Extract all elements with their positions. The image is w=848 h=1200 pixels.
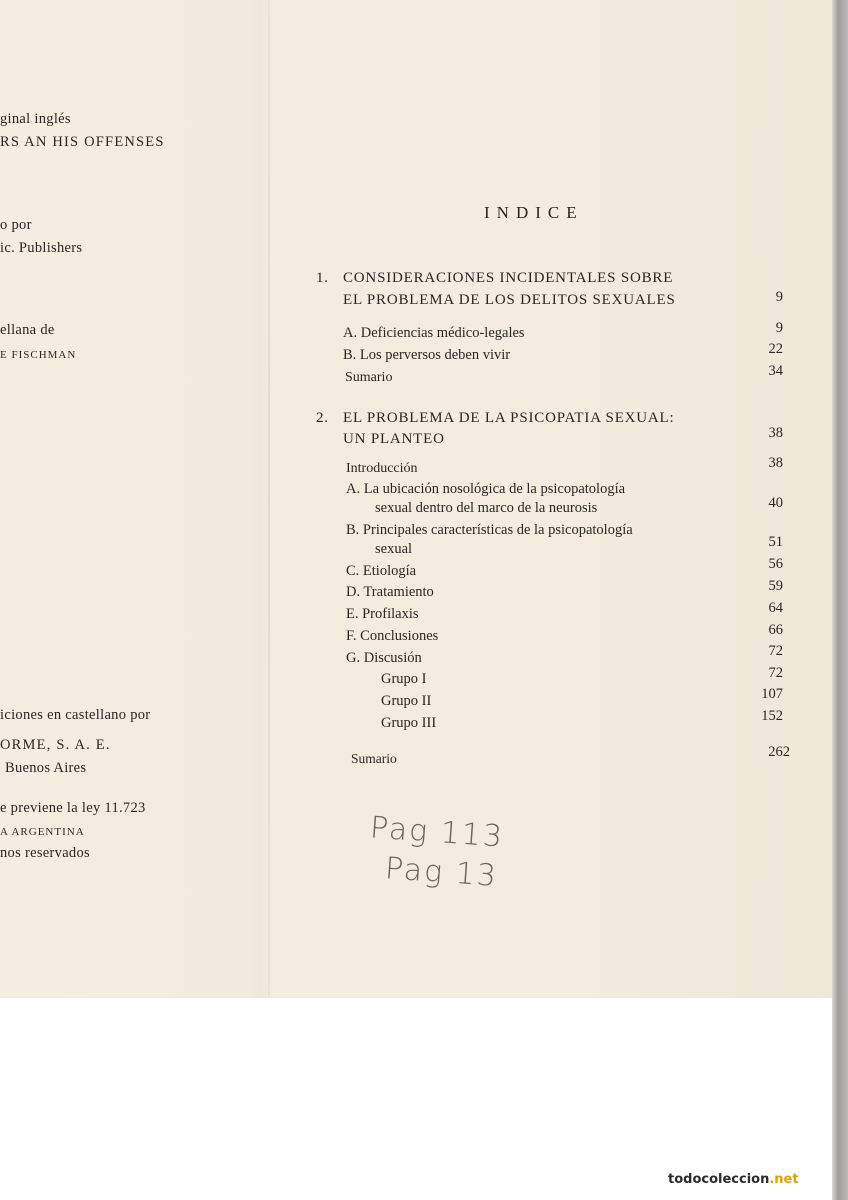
index-entry: A. La ubicación nosológica de la psicopatología	[346, 481, 626, 497]
section-title-line: EL PROBLEMA DE LA PSICOPATIA SEXUAL:	[343, 410, 675, 426]
left-line: ginal inglés	[0, 111, 71, 127]
entry-page: 66	[768, 622, 783, 638]
left-line: ellana de	[0, 322, 55, 338]
entry-page: 107	[761, 686, 783, 702]
left-line: ic. Publishers	[0, 240, 83, 256]
left-line: RS AN HIS OFFENSES	[0, 134, 165, 150]
entry-page: 64	[768, 600, 783, 616]
watermark-logo	[668, 1172, 799, 1187]
index-title: INDICE	[484, 203, 584, 222]
page-edge-shadow	[832, 0, 848, 1200]
index-entry: Introducción	[346, 461, 418, 476]
index-entry: F. Conclusiones	[346, 628, 439, 644]
entry-page: 56	[768, 556, 783, 572]
entry-page: 72	[768, 665, 783, 681]
index-entry: D. Tratamiento	[346, 584, 434, 600]
index-entry: Grupo III	[381, 715, 437, 731]
background-band	[0, 998, 848, 1200]
section-page: 38	[768, 425, 783, 441]
section-title-line: EL PROBLEMA DE LOS DELITOS SEXUALES	[343, 292, 676, 308]
entry-page: 51	[768, 534, 783, 550]
left-line: iciones en castellano por	[0, 707, 151, 723]
handwritten-note: Pag 113	[368, 810, 505, 855]
index-entry: E. Profilaxis	[346, 606, 419, 622]
entry-page: 262	[768, 744, 790, 760]
index-entry: Grupo II	[381, 693, 432, 709]
watermark-suffix: .net	[769, 1172, 799, 1187]
index-entry: C. Etiología	[346, 563, 417, 579]
left-line: o por	[0, 217, 32, 233]
watermark-text: todocoleccion	[668, 1172, 770, 1187]
page-fold	[268, 0, 270, 998]
section-title-line: UN PLANTEO	[343, 431, 445, 447]
entry-page: 152	[761, 708, 783, 724]
index-entry: B. Principales características de la psicopatología	[346, 522, 633, 538]
index-entry-continued: sexual	[375, 541, 413, 557]
section-number: 1.	[316, 270, 329, 286]
index-entry: Sumario	[351, 751, 397, 766]
left-line: nos reservados	[0, 845, 90, 861]
entry-page: 40	[768, 495, 783, 511]
index-entry-continued: sexual dentro del marco de la neurosis	[375, 500, 598, 516]
entry-page: 34	[768, 363, 783, 379]
entry-page: 59	[768, 578, 783, 594]
left-line: E FISCHMAN	[0, 349, 77, 361]
left-line: A ARGENTINA	[0, 826, 85, 838]
entry-page: 9	[775, 320, 783, 336]
entry-page: 38	[768, 455, 783, 471]
index-entry: A. Deficiencias médico-legales	[343, 325, 525, 341]
index-entry: Sumario	[345, 370, 393, 385]
section-title-line: CONSIDERACIONES INCIDENTALES SOBRE	[343, 270, 674, 286]
left-line: ORME, S. A. E.	[0, 737, 111, 753]
entry-page: 22	[768, 341, 783, 357]
handwritten-note: Pag 13	[383, 851, 499, 894]
entry-page: 72	[768, 643, 783, 659]
section-number: 2.	[316, 410, 329, 426]
index-entry: G. Discusión	[346, 650, 422, 666]
index-entry: Grupo I	[381, 671, 427, 687]
left-line: Buenos Aires	[5, 760, 87, 776]
section-page: 9	[775, 289, 783, 305]
index-entry: B. Los perversos deben vivir	[343, 347, 511, 363]
left-line: e previene la ley 11.723	[0, 800, 146, 816]
